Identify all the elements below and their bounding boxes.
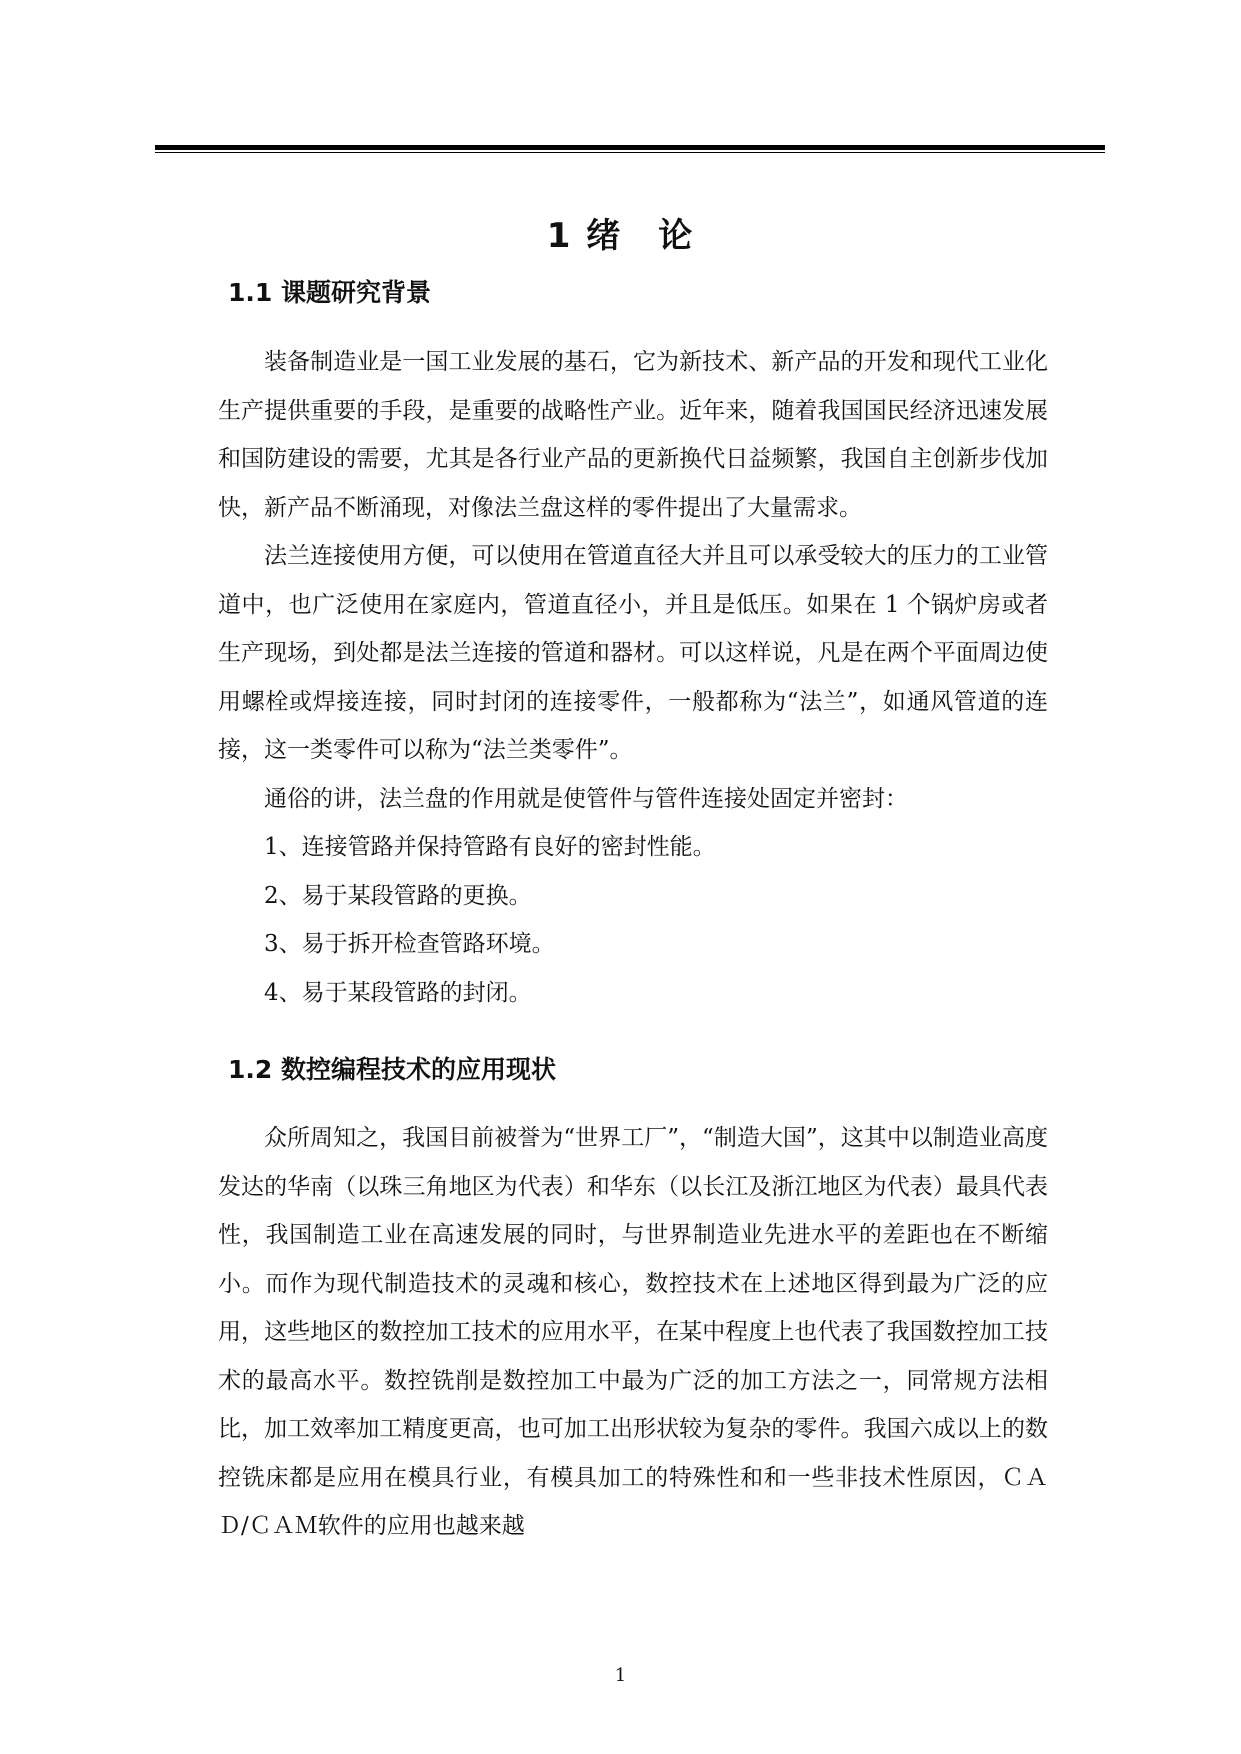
- section-heading-1-2: 1.2 数控编程技术的应用现状: [228, 1055, 556, 1084]
- paragraph: 通俗的讲，法兰盘的作用就是使管件与管件连接处固定并密封：: [264, 786, 908, 812]
- flange-function-list: [218, 823, 1048, 1017]
- chapter-title: 1 绪 论: [546, 216, 695, 256]
- list-item: 3、易于拆开检查管路环境。: [264, 931, 555, 957]
- header-rule-thin: [155, 152, 1105, 153]
- list-item: 4、易于某段管路的封闭。: [264, 979, 532, 1006]
- list-item: 2、易于某段管路的更换。: [264, 882, 532, 909]
- page-number: 1: [614, 1665, 627, 1686]
- paragraph: 众所周知之，我国目前被誉为“世界工厂”，“制造大国”，这其中以制造业高度发达的华南（以珠三角地区为代表）和华东（以长江及浙江地区为代表）最具代表性，我国制造工业在高速发展的同时，与世界制造业先进水平的差距也在不断缩小。而作为现代制造技术的灵魂和核心，数控技术在上述地区得到最为广泛的应用，这些地区的数控加工技术的应用水平，在某中程度上也代表了我国数控加工技术的最高水平。数控铣削是数控加工中最为广泛的加工方法之一，同常规方法相比，加工效率加工精度更高，也可加工出形状较为复杂的零件。我国六成以上的数控铣床都是应用在模具行业，有模具加工的特殊性和和一些非技术性原因，ＣＡＤ/ＣＡＭ软件的应用也越来越: [218, 1125, 1048, 1539]
- paragraph: 法兰连接使用方便，可以使用在管道直径大并且可以承受较大的压力的工业管道中，也广泛使用在家庭内，管道直径小，并且是低压。如果在 1 个锅炉房或者生产现场，到处都是法兰连接的管道和器材。可以这样说，凡是在两个平面周边使用螺栓或焊接连接，同时封闭的连接零件，一般都称为“法兰”，如通风管道的连接，这一类零件可以称为“法兰类零件”。: [218, 543, 1048, 763]
- header-rule-thick: [155, 145, 1105, 150]
- section-heading-1-1: 1.1 课题研究背景: [228, 278, 431, 307]
- paragraph: 装备制造业是一国工业发展的基石，它为新技术、新产品的开发和现代工业化生产提供重要的手段，是重要的战略性产业。近年来，随着我国国民经济迅速发展和国防建设的需要，尤其是各行业产品的更新换代日益频繁，我国自主创新步伐加快，新产品不断涌现，对像法兰盘这样的零件提出了大量需求。: [218, 349, 1048, 521]
- list-item: 1、连接管路并保持管路有良好的密封性能。: [264, 834, 716, 860]
